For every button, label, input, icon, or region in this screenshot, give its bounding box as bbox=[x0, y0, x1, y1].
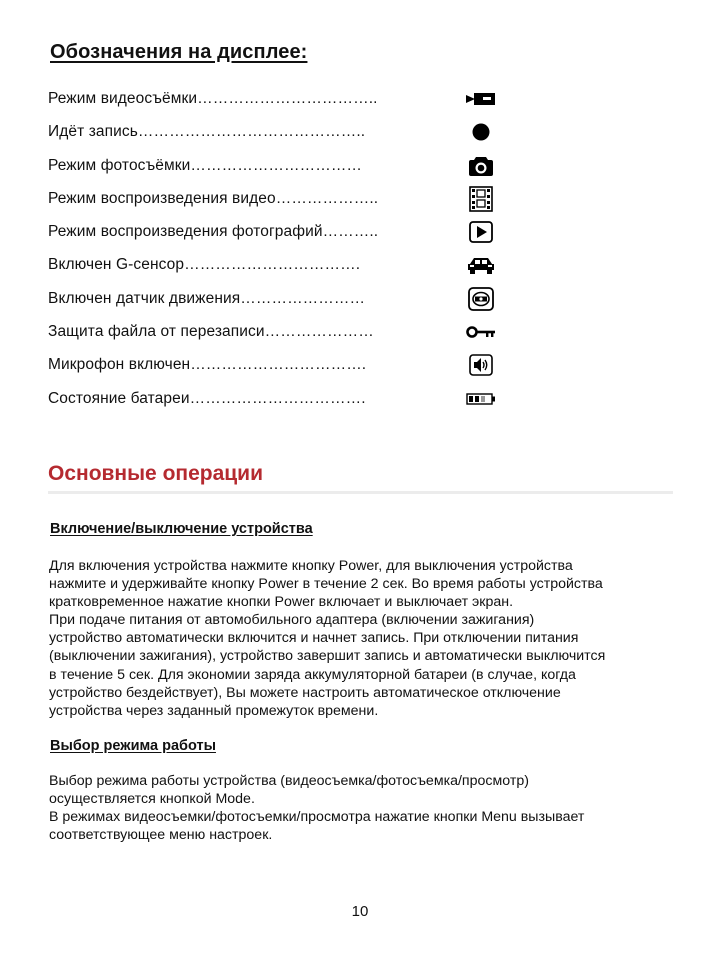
legend-label: Включен G-сенсор……………………………. bbox=[48, 256, 361, 274]
battery-icon bbox=[463, 386, 499, 412]
legend-row-recording bbox=[48, 115, 508, 148]
section-divider bbox=[48, 491, 673, 494]
icon-legend bbox=[48, 82, 508, 415]
legend-label: Микрофон включен……………………………. bbox=[48, 356, 367, 374]
legend-row-photo-playback bbox=[48, 215, 508, 248]
legend-label: Режим воспроизведения видео……………….. bbox=[48, 189, 379, 207]
video-camera-icon bbox=[463, 86, 499, 112]
legend-row-video-playback bbox=[48, 182, 508, 215]
legend-label: Режим фотосъёмки…………………………… bbox=[48, 156, 363, 174]
legend-row-file-protection bbox=[48, 315, 508, 348]
legend-label: Включен датчик движения…………………… bbox=[48, 289, 366, 307]
page-number: 10 bbox=[351, 903, 369, 920]
motion-sensor-icon bbox=[463, 286, 499, 312]
legend-row-video-mode bbox=[48, 82, 508, 115]
legend-label: Состояние батареи……………………………. bbox=[48, 389, 366, 407]
photo-camera-icon bbox=[463, 153, 499, 179]
legend-row-battery bbox=[48, 382, 508, 415]
legend-label: Режим видеосъёмки…………………………….. bbox=[48, 90, 378, 107]
section-title: Основные операции bbox=[48, 462, 263, 485]
mode-paragraph: Выбор режима работы устройства (видеосъемка/фотосъемка/просмотр) осуществляется кнопкой Mode. В режимах видеосъемки/фотосъемки/просмотра нажатие кнопки Menu вызывает соответствующее меню настроек. bbox=[49, 773, 585, 844]
legend-row-photo-mode bbox=[48, 149, 508, 182]
legend-row-microphone bbox=[48, 348, 508, 381]
speaker-icon bbox=[463, 352, 499, 378]
legend-label: Защита файла от перезаписи………………… bbox=[48, 323, 374, 341]
record-dot-icon bbox=[463, 119, 499, 145]
car-icon bbox=[463, 252, 499, 278]
power-heading: Включение/выключение устройства bbox=[50, 521, 313, 537]
legend-label: Режим воспроизведения фотографий……….. bbox=[48, 223, 379, 241]
power-paragraph: Для включения устройства нажмите кнопку Power, для выключения устройства нажмите и удерживайте кнопку Power в течение 2 сек. Во время работы устройства кратковременное нажатие кнопки Power включает и выключает экран. При подаче питания от автомобильного адаптера (включении зажигания) устройство автоматически включится и начнет запись. При отключении питания (выключении зажигания), устройство завершит запись и автоматически выключится в течение 5 сек. Для экономии заряда аккумуляторной батареи (в случае, когда устройство бездействует), Вы можете настроить автоматическое отключение устройства через заданный промежуток времени. bbox=[49, 558, 606, 719]
display-icons-title: Обозначения на дисплее: bbox=[50, 41, 308, 63]
legend-label: Идёт запись…………………………………….. bbox=[48, 123, 366, 141]
legend-row-g-sensor bbox=[48, 248, 508, 281]
film-playback-icon bbox=[463, 186, 499, 212]
legend-row-motion-sensor bbox=[48, 282, 508, 315]
key-icon bbox=[463, 319, 499, 345]
mode-heading: Выбор режима работы bbox=[50, 738, 216, 754]
play-icon bbox=[463, 219, 499, 245]
